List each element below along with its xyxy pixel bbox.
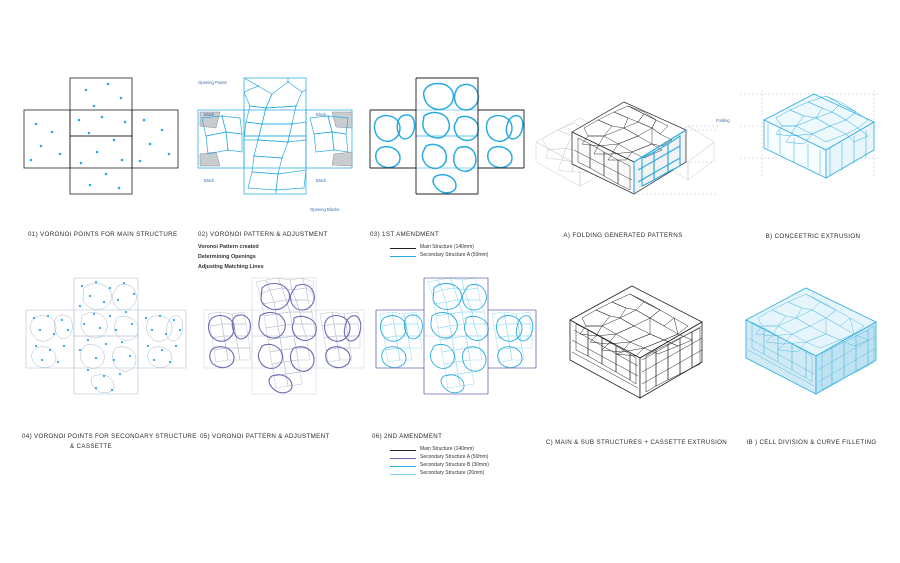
legend-second-amendment [390,446,489,478]
note-opening-blocks: Opening Blocks [310,207,340,212]
panel-second-amendment [372,272,542,477]
concentric-extrusion-drawing [740,80,890,210]
panel-caption: 02) VORONOI PATTERN & ADJUSTMENT [198,231,328,238]
panel-main-sub-cassette [545,278,728,446]
note-block-bottom-left: Block [204,178,215,183]
subcaption-determining-openings: Determining Openings [198,254,256,260]
legend-swatch-secondary-b [390,466,416,467]
legend-label-main-structure: Main Structure (140mm) [420,446,474,453]
legend-swatch-secondary-20mm [390,474,416,475]
panel-caption: B) CONCEETRIC EXTRUSION [765,233,861,240]
panel-voronoi-points-secondary [22,272,197,450]
voronoi-points-secondary-drawing [22,272,192,422]
second-amendment-drawing [372,272,542,422]
cell-division-filleting-drawing [736,278,886,418]
voronoi-pattern-secondary-drawing [200,272,370,422]
legend-swatch-main-structure [390,450,416,451]
panel-folding-generated-patterns [528,66,730,239]
legend-swatch-main-structure [390,248,416,249]
panel-caption: C) MAIN & SUB STRUCTURES + CASSETTE EXTRUSION [545,439,728,446]
panel-voronoi-points-main [22,70,182,238]
legend-label-main-structure: Main Structure (140mm) [420,244,474,251]
panel-caption: 06) 2ND AMENDMENT [372,433,443,440]
panel-voronoi-pattern-secondary [200,272,370,440]
subcaption-adjusting-lines: Adjusting Matching Lines [198,264,264,270]
panel-caption: 05) VORONOI PATTERN & ADJUSTMENT [200,433,330,440]
legend-first-amendment [390,244,488,260]
note-opening-points: Opening Points [198,80,227,85]
legend-item [390,470,489,478]
panel-caption: A) FOLDING GENERATED PATTERNS [563,232,683,239]
legend-label-secondary-a: Secondary Structure A (50mm) [420,252,489,259]
main-sub-cassette-drawing [556,278,716,418]
subcaption-pattern-created: Voronoi Pattern created [198,244,259,250]
panel-caption: 03) 1ST AMENDMENT [370,231,440,238]
panel-caption: ΙB ) CELL DIVISION & CURVE FILLETING [746,439,877,446]
legend-label-secondary-b: Secondary Structure B (30mm) [420,462,489,469]
panel-cell-division-filleting [736,278,886,446]
legend-swatch-secondary-a [390,256,416,257]
legend-swatch-secondary-a [390,458,416,459]
panel-voronoi-pattern-adjustment [196,70,356,270]
panel-first-amendment [368,70,528,259]
panel-caption: 04) VORONOI POINTS FOR SECONDARY STRUCTURE [22,433,197,440]
legend-label-secondary-20mm: Secondary Structure (20mm) [420,470,485,477]
note-folding: Folding [716,118,730,123]
note-block-top-right: Block [316,112,327,117]
folding-axonometric-drawing [528,66,718,226]
legend-label-secondary-a: Secondary Structure A (50mm) [420,454,489,461]
first-amendment-drawing [368,70,528,220]
note-block-top-left: Block [204,112,215,117]
voronoi-points-main-drawing [22,70,182,220]
panel-concentric-extrusion [740,80,890,240]
note-block-bottom-right: Block [316,178,327,183]
panel-caption-line2: & CASSETTE [70,443,113,450]
panel-caption: 01) VORONOI POINTS FOR MAIN STRUCTURE [28,231,178,238]
legend-item [390,252,488,260]
voronoi-pattern-drawing [196,70,356,220]
